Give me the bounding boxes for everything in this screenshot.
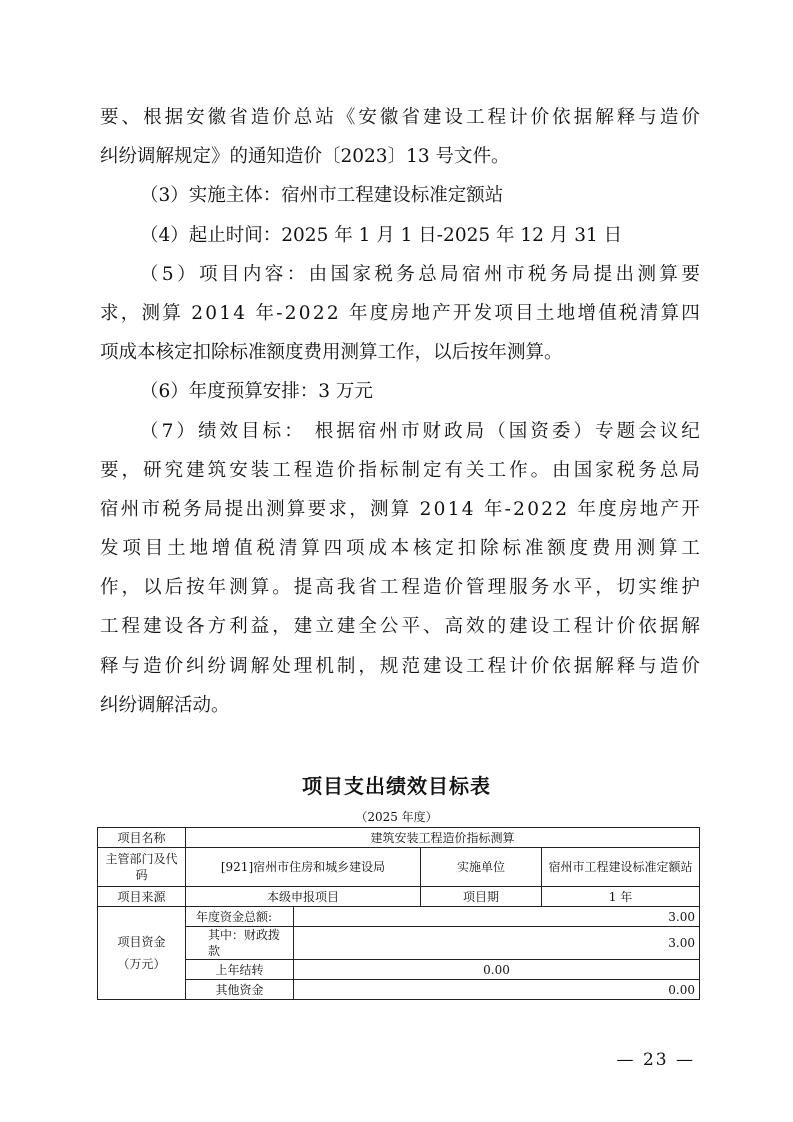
table-row [98, 848, 700, 887]
total-value: 3.00 [294, 907, 700, 927]
carry-value: 0.00 [294, 960, 700, 980]
other-label: 其他资金 [186, 980, 294, 1000]
body-text [100, 98, 700, 725]
dept-label: 主管部门及代码 [98, 848, 186, 887]
text-line: （ 5 ） 项 目 内 容 ： 由 国 家 税 务 总 局 宿 州 市 税 务 局 提 出 测 算 要 [140, 263, 700, 285]
text-line: 工 程 建 设 各 方 利 益 ， 建 立 建 全 公 平 、 高 效 的 建 设 工 程 计 价 依 据 解 [100, 616, 700, 638]
text-line: （6）年度预算安排：3 万元 [140, 381, 373, 403]
table-row [98, 980, 700, 1000]
impl-label: 实施单位 [421, 848, 542, 887]
text-line: 项成本核定扣除标准额度费用测算工作，以后按年测算。 [100, 342, 563, 364]
table-row [98, 927, 700, 960]
source-label: 项目来源 [98, 887, 186, 907]
page-number: — 23 — [616, 1050, 695, 1070]
source-value: 本级申报项目 [186, 887, 421, 907]
total-label: 年度资金总额: [186, 907, 294, 927]
table-year: （2025 年度） [355, 810, 438, 824]
table-row [98, 907, 700, 927]
text-line: 发 项 目 土 地 增 值 税 清 算 四 项 成 本 核 定 扣 除 标 准 额 度 费 用 测 算 工 [100, 538, 700, 560]
funds-label [98, 907, 186, 1000]
dept-value: [921]宿州市住房和城乡建设局 [186, 848, 421, 887]
project-name-value: 建筑安装工程造价指标测算 [186, 828, 700, 848]
text-line: （4）起止时间：2025 年 1 月 1 日-2025 年 12 月 31 日 [140, 224, 623, 246]
carry-label: 上年结转 [186, 960, 294, 980]
text-line: 纠纷调解规定》的通知造价〔2023〕13 号文件。 [100, 146, 510, 168]
performance-target-table [97, 827, 700, 1000]
table-row [98, 887, 700, 907]
text-line: 要 ， 研 究 建 筑 安 装 工 程 造 价 指 标 制 定 有 关 工 作 。 由 国 家 税 务 总 局 [100, 459, 700, 481]
text-line: 要 、 根 据 安 徽 省 造 价 总 站 《 安 徽 省 建 设 工 程 计 价 依 据 解 释 与 造 价 [100, 107, 700, 128]
text-line: 作 ， 以 后 按 年 测 算 。 提 高 我 省 工 程 造 价 管 理 服 务 水 平 ， 切 实 维 护 [100, 577, 700, 599]
impl-value: 宿州市工程建设标准定额站 [542, 848, 700, 887]
table-title: 项目支出绩效目标表 [302, 774, 491, 798]
funds-label-line-1: 项目资金 [117, 935, 166, 949]
fiscal-label: 其中：财政拨款 [186, 927, 294, 960]
text-line: （3）实施主体：宿州市工程建设标准定额站 [140, 185, 504, 207]
text-line: （ 7 ） 绩 效 目 标 ： 根 据 宿 州 市 财 政 局 （ 国 资 委 ） 专 题 会 议 纪 [140, 420, 700, 442]
period-label: 项目期 [421, 887, 542, 907]
table-row [98, 828, 700, 848]
funds-label-line-2: （万元） [117, 957, 166, 971]
text-line: 纠纷调解活动。 [100, 694, 230, 716]
fiscal-value: 3.00 [294, 927, 700, 960]
other-value: 0.00 [294, 980, 700, 1000]
text-line: 宿 州 市 税 务 局 提 出 测 算 要 求 ， 测 算 2 0 1 4 年 - 2 0 2 2 年 度 房 地 产 开 [100, 498, 700, 520]
project-name-label: 项目名称 [98, 828, 186, 848]
text-line: 求 ， 测 算 2 0 1 4 年 - 2 0 2 2 年 度 房 地 产 开 发 项 目 土 地 增 值 税 清 算 四 [100, 302, 700, 324]
period-value: 1 年 [542, 887, 700, 907]
table-row [98, 960, 700, 980]
text-line: 释 与 造 价 纠 纷 调 解 处 理 机 制 ， 规 范 建 设 工 程 计 价 依 据 解 释 与 造 价 [100, 655, 700, 677]
